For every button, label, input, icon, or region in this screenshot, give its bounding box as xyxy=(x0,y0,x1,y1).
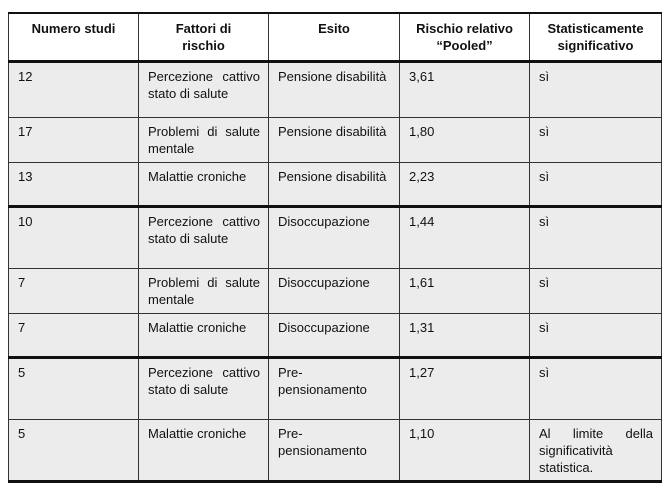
table-header xyxy=(9,13,662,62)
cell-studies: 17 xyxy=(9,118,139,163)
cell-rr: 1,44 xyxy=(400,207,530,269)
cell-rr: 2,23 xyxy=(400,163,530,207)
table-body xyxy=(9,62,662,482)
cell-rr: 1,10 xyxy=(400,420,530,482)
header-fattori-di-rischio xyxy=(139,13,269,62)
cell-factor: Percezione cattivo stato di salute xyxy=(139,207,269,269)
header-line-2: rischio xyxy=(182,38,225,53)
cell-rr: 1,27 xyxy=(400,358,530,420)
risk-factors-table xyxy=(8,12,662,483)
cell-factor: Percezione cattivo stato di salute xyxy=(139,358,269,420)
cell-outcome: Pre-pensionamento xyxy=(269,358,400,420)
cell-factor: Problemi di salute mentale xyxy=(139,269,269,314)
cell-outcome: Disoccupazione xyxy=(269,207,400,269)
table-row xyxy=(9,163,662,207)
header-esito xyxy=(269,13,400,62)
table-row xyxy=(9,118,662,163)
header-line-1: Numero studi xyxy=(31,21,116,36)
header-rischio-relativo xyxy=(400,13,530,62)
cell-factor: Malattie croniche xyxy=(139,314,269,358)
table-row xyxy=(9,269,662,314)
cell-outcome: Pensione disabilità xyxy=(269,163,400,207)
cell-significant: Al limite della significatività statistica. xyxy=(530,420,662,482)
cell-rr: 1,61 xyxy=(400,269,530,314)
header-line-1: Statisticamente xyxy=(547,21,644,36)
cell-outcome: Disoccupazione xyxy=(269,269,400,314)
cell-significant: sì xyxy=(530,62,662,118)
cell-outcome: Pensione disabilità xyxy=(269,62,400,118)
header-statisticamente-significativo xyxy=(530,13,662,62)
header-line-2: “Pooled” xyxy=(436,38,493,53)
table-row xyxy=(9,420,662,482)
cell-outcome: Disoccupazione xyxy=(269,314,400,358)
table-row xyxy=(9,314,662,358)
cell-studies: 5 xyxy=(9,358,139,420)
cell-factor: Percezione cattivo stato di salute xyxy=(139,62,269,118)
cell-outcome: Pensione disabilità xyxy=(269,118,400,163)
cell-significant: sì xyxy=(530,163,662,207)
cell-studies: 12 xyxy=(9,62,139,118)
header-line-2: significativo xyxy=(557,38,634,53)
cell-significant: sì xyxy=(530,358,662,420)
cell-significant: sì xyxy=(530,269,662,314)
table-row xyxy=(9,207,662,269)
cell-significant: sì xyxy=(530,118,662,163)
cell-studies: 13 xyxy=(9,163,139,207)
cell-significant: sì xyxy=(530,207,662,269)
cell-studies: 7 xyxy=(9,269,139,314)
header-line-1: Esito xyxy=(318,21,350,36)
cell-outcome: Pre-pensionamento xyxy=(269,420,400,482)
cell-factor: Malattie croniche xyxy=(139,420,269,482)
table-row xyxy=(9,62,662,118)
header-line-1: Fattori di xyxy=(175,21,232,36)
cell-studies: 7 xyxy=(9,314,139,358)
cell-studies: 10 xyxy=(9,207,139,269)
cell-rr: 1,31 xyxy=(400,314,530,358)
table-row xyxy=(9,358,662,420)
cell-rr: 3,61 xyxy=(400,62,530,118)
header-row xyxy=(9,13,662,62)
header-numero-studi xyxy=(9,13,139,62)
cell-significant: sì xyxy=(530,314,662,358)
cell-rr: 1,80 xyxy=(400,118,530,163)
cell-factor: Malattie croniche xyxy=(139,163,269,207)
cell-factor: Problemi di salute mentale xyxy=(139,118,269,163)
cell-studies: 5 xyxy=(9,420,139,482)
header-line-1: Rischio relativo xyxy=(416,21,513,36)
